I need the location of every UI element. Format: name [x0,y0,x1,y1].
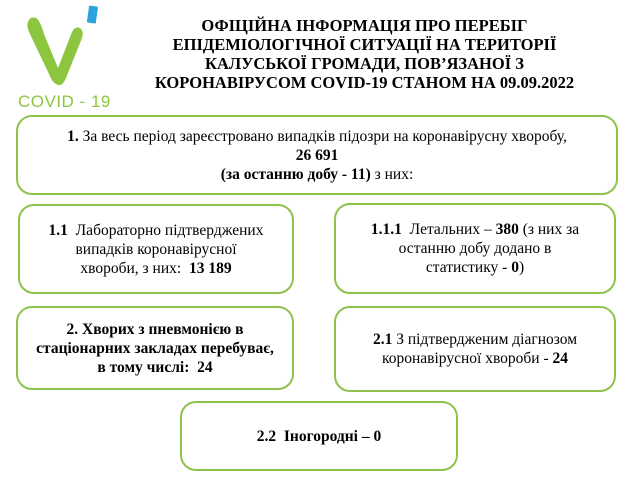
confirmed-cases-box [18,204,294,294]
title-line: ЕПІДЕМІОЛОГІЧНОЇ СИТУАЦІЇ НА ТЕРИТОРІЇ [172,35,557,54]
nonresidents-box [180,401,458,471]
deaths-line2: останню добу додано в [398,240,552,257]
diagnosis-line2: коронавірусної хвороби - [382,350,553,367]
pneumonia-box [16,306,294,390]
confirmed-label-line3: хвороби, з них: [80,259,189,277]
confirmed-diagnosis-box [334,306,616,392]
section-number: 1.1 [48,221,68,239]
section-number: 1. [67,127,79,145]
suspected-last-day: (за останню добу - 11) [220,165,371,183]
covid-logo [14,4,114,112]
deaths-line3-tail: ) [518,259,525,276]
title-line: КОРОНАВІРУСОМ COVID-19 СТАНОМ НА 09.09.2022 [154,73,575,92]
title-line: КАЛУСЬКОЇ ГРОМАДИ, ПОВ’ЯЗАНОЇ З [205,54,524,73]
confirmed-value: 13 189 [188,259,232,277]
pneumonia-value: 24 [197,358,213,376]
pneumonia-line3: в тому числі: [97,358,198,376]
confirmed-label-line1: Лабораторно підтверджених [67,221,264,239]
suspected-cases-box [16,115,618,195]
suspected-cases-label: За весь період зареєстровано випадків підозри на коронавірусну хворобу, [78,127,567,145]
deaths-line3: статистику - [425,259,512,276]
deaths-label: Летальних – [401,221,496,238]
deaths-line1-tail: (з них за [518,221,580,238]
section-number: 2.1 [372,331,393,348]
deaths-last-day-value: 0 [511,259,519,276]
confirmed-label-line2: випадків коронавірусної [75,240,237,258]
deaths-box [334,203,616,294]
title-line: ОФІЦІЙНА ІНФОРМАЦІЯ ПРО ПЕРЕБІГ [201,16,528,35]
diagnosis-line1: З підтвердженим діагнозом [392,331,578,348]
diagnosis-value: 24 [552,350,568,367]
section-number: 1.1.1 [370,221,402,238]
logo-caption: COVID - 19 [18,92,111,111]
page-title [112,16,617,92]
virus-v-logo-icon [22,4,106,92]
pneumonia-line2: стаціонарних закладах перебуває, [36,339,274,357]
nonresidents-text: 2.2 Іногородні – 0 [256,427,382,445]
suspected-suffix: з них: [370,165,414,183]
pneumonia-line1: 2. Хворих з пневмонією в [66,320,244,338]
deaths-value: 380 [495,221,519,238]
suspected-cases-total: 26 691 [295,146,339,164]
